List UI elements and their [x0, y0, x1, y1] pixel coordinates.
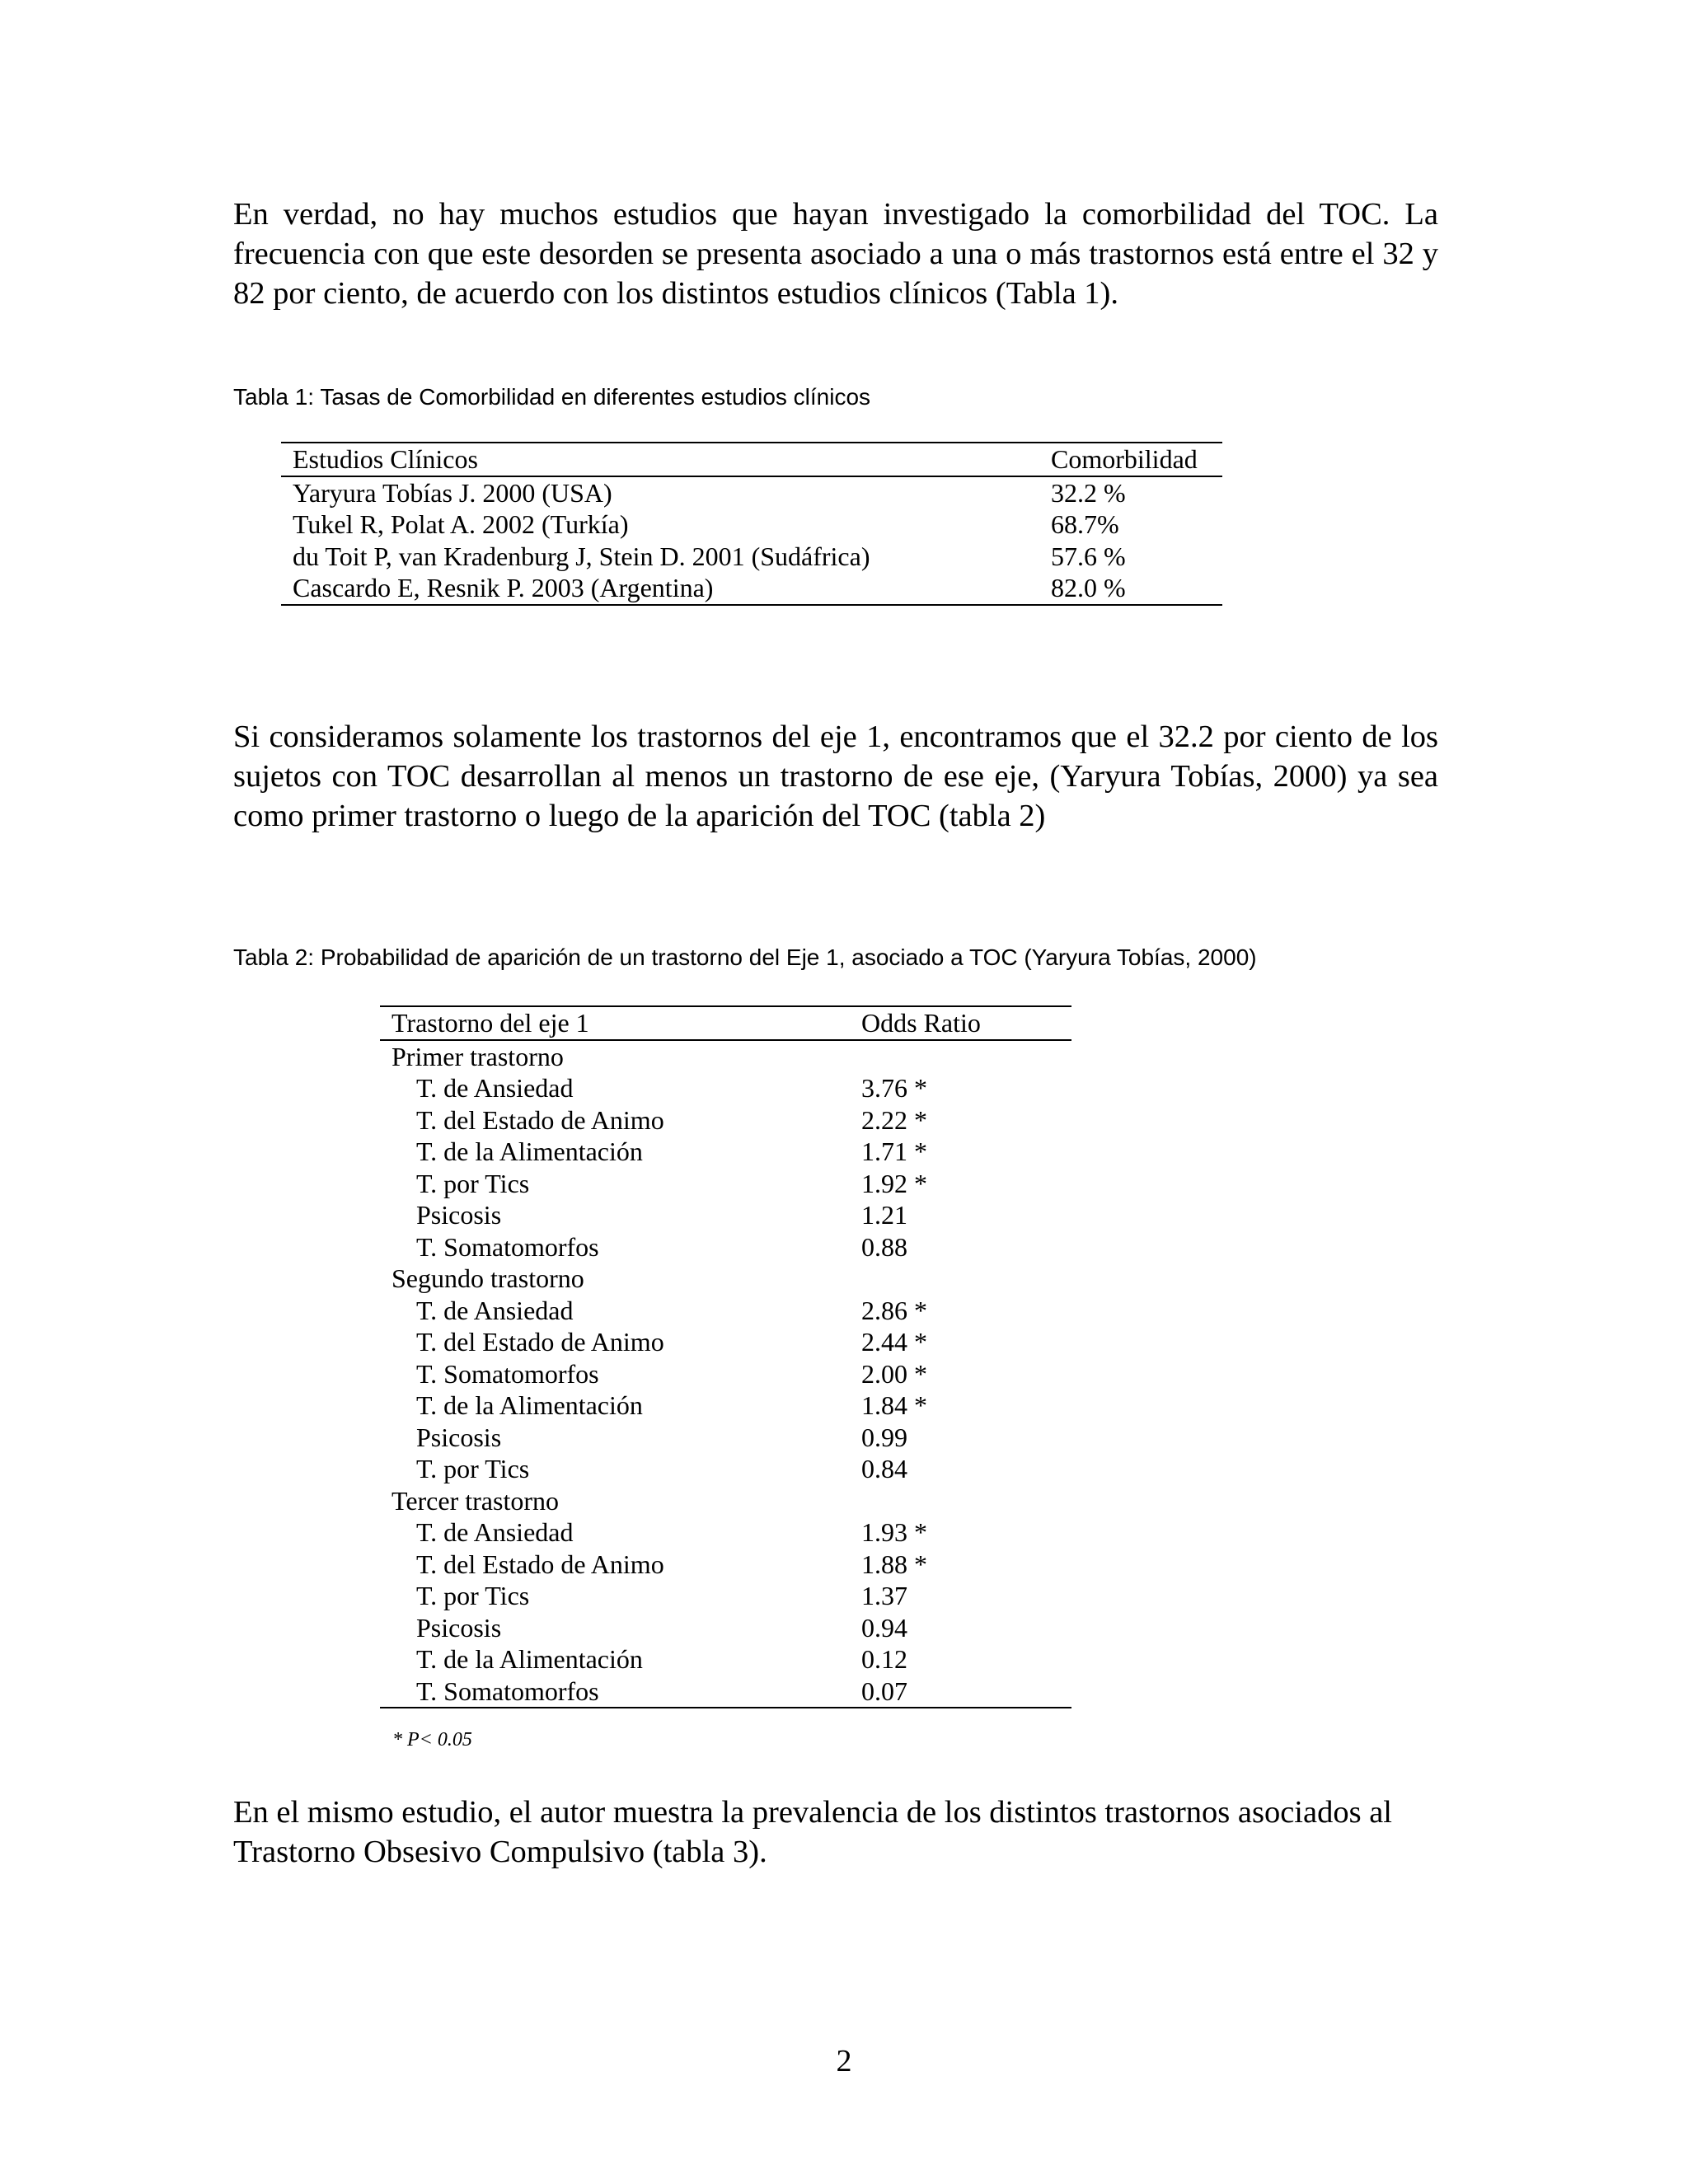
- paragraph-closing: En el mismo estudio, el autor muestra la prevalencia de los distintos trastornos asociados al Trastorno Obsesivo Compulsivo (tabla 3).: [233, 1795, 1392, 1869]
- table2-odds: 0.99: [861, 1422, 907, 1452]
- table2-disorder: Psicosis: [416, 1422, 502, 1452]
- table2-disorder: T. del Estado de Animo: [416, 1549, 664, 1579]
- table2-odds: 1.37: [861, 1581, 907, 1610]
- table-row: [281, 509, 1222, 541]
- table1: [281, 442, 1222, 606]
- table2-disorder: T. del Estado de Animo: [416, 1327, 664, 1357]
- table-row: [281, 541, 1222, 573]
- table1-header-study: Estudios Clínicos: [281, 443, 1051, 476]
- table2-group-row: [380, 1040, 1071, 1073]
- table2-header-odds: Odds Ratio: [861, 1006, 1071, 1040]
- table2-disorder: T. de la Alimentación: [416, 1644, 643, 1674]
- table2-odds: 2.86 *: [861, 1295, 927, 1325]
- table2-odds: 3.76 *: [861, 1073, 927, 1103]
- table2-disorder: T. de Ansiedad: [416, 1073, 574, 1103]
- table-row: [380, 1072, 1071, 1104]
- table1-study: Tukel R, Polat A. 2002 (Turkía): [293, 509, 629, 539]
- table2-odds: 1.84 *: [861, 1390, 927, 1420]
- table2-disorder: Psicosis: [416, 1612, 502, 1643]
- table-row: [380, 1612, 1071, 1644]
- table2-odds: 2.00 *: [861, 1358, 927, 1389]
- table2-header-disorder: Trastorno del eje 1: [380, 1006, 861, 1040]
- table2-disorder: T. por Tics: [416, 1581, 530, 1610]
- table2-odds: 1.21: [861, 1200, 907, 1230]
- table1-header-comorbidity: Comorbilidad: [1051, 443, 1222, 476]
- table-row: [380, 1675, 1071, 1708]
- table2-disorder: T. Somatomorfos: [416, 1358, 599, 1389]
- table-row: [380, 1643, 1071, 1675]
- table-row: [380, 1136, 1071, 1168]
- table1-value: 57.6 %: [1051, 541, 1126, 571]
- table-row: [380, 1199, 1071, 1231]
- table2-disorder: T. de la Alimentación: [416, 1390, 643, 1420]
- table2-disorder: T. Somatomorfos: [416, 1675, 599, 1706]
- table2-odds: 0.07: [861, 1675, 907, 1706]
- table2: [380, 1005, 1071, 1708]
- table-row: [380, 1326, 1071, 1358]
- table-row: [281, 476, 1222, 509]
- table2-caption: Tabla 2: Probabilidad de aparición de un trastorno del Eje 1, asociado a TOC (Yaryura Tobías, 2000): [233, 944, 1257, 970]
- table-row: [380, 1453, 1071, 1485]
- table1-study: du Toit P, van Kradenburg J, Stein D. 2001 (Sudáfrica): [293, 541, 870, 571]
- table2-group-row: [380, 1485, 1071, 1517]
- table2-group-row: [380, 1263, 1071, 1295]
- table1-value: 32.2 %: [1051, 477, 1126, 508]
- table1-header-row: [281, 443, 1222, 476]
- table2-odds: 0.94: [861, 1612, 907, 1643]
- table2-odds: 2.44 *: [861, 1327, 927, 1357]
- table-row: [380, 1422, 1071, 1454]
- table2-disorder: T. Somatomorfos: [416, 1231, 599, 1262]
- table2-footnote: * P< 0.05: [392, 1729, 472, 1750]
- table2-header-row: [380, 1006, 1071, 1040]
- table-row: [281, 572, 1222, 605]
- table-row: [380, 1390, 1071, 1422]
- table2-odds: 2.22 *: [861, 1104, 927, 1135]
- table2-disorder: T. de la Alimentación: [416, 1137, 643, 1166]
- table2-odds: 1.93 *: [861, 1517, 927, 1547]
- table-row: [380, 1295, 1071, 1327]
- table-row: [380, 1168, 1071, 1200]
- table2-group-label: Tercer trastorno: [392, 1485, 559, 1516]
- table1-study: Cascardo E, Resnik P. 2003 (Argentina): [293, 573, 714, 602]
- table1-value: 68.7%: [1051, 509, 1119, 539]
- table-row: [380, 1358, 1071, 1390]
- table2-odds: 1.71 *: [861, 1137, 927, 1166]
- table2-odds: 0.88: [861, 1231, 907, 1262]
- table2-disorder: T. de Ansiedad: [416, 1295, 574, 1325]
- page-number: 2: [836, 2044, 852, 2079]
- table-row: [380, 1104, 1071, 1137]
- table2-odds: 0.84: [861, 1454, 907, 1483]
- table2-disorder: T. de Ansiedad: [416, 1517, 574, 1547]
- table2-odds: 0.12: [861, 1644, 907, 1674]
- table2-disorder: T. por Tics: [416, 1454, 530, 1483]
- table2-disorder: T. del Estado de Animo: [416, 1104, 664, 1135]
- table-row: [380, 1580, 1071, 1612]
- table-row: [380, 1231, 1071, 1263]
- table2-group-label: Segundo trastorno: [392, 1263, 584, 1293]
- table-row: [380, 1516, 1071, 1549]
- table1-caption: Tabla 1: Tasas de Comorbilidad en diferentes estudios clínicos: [233, 384, 871, 410]
- paragraph-intro: En verdad, no hay muchos estudios que hayan investigado la comorbilidad del TOC. La frecuencia con que este desorden se presenta asociado a una o más trastornos está entre el 32 y 82 por ciento, de acuerdo con los distintos estudios clínicos (Tabla 1).: [233, 197, 1438, 311]
- paragraph-eje1: Si consideramos solamente los trastornos del eje 1, encontramos que el 32.2 por ciento de los sujetos con TOC desarrollan al menos un trastorno de ese eje, (Yaryura Tobías, 2000) ya sea como primer trastorno o luego de la aparición del TOC (tabla 2): [233, 719, 1438, 833]
- table2-odds: 1.88 *: [861, 1549, 927, 1579]
- table2-disorder: T. por Tics: [416, 1168, 530, 1198]
- table1-value: 82.0 %: [1051, 573, 1126, 602]
- table2-group-label: Primer trastorno: [392, 1041, 564, 1071]
- table1-study: Yaryura Tobías J. 2000 (USA): [293, 477, 612, 508]
- table2-disorder: Psicosis: [416, 1200, 502, 1230]
- table-row: [380, 1549, 1071, 1581]
- table2-odds: 1.92 *: [861, 1168, 927, 1198]
